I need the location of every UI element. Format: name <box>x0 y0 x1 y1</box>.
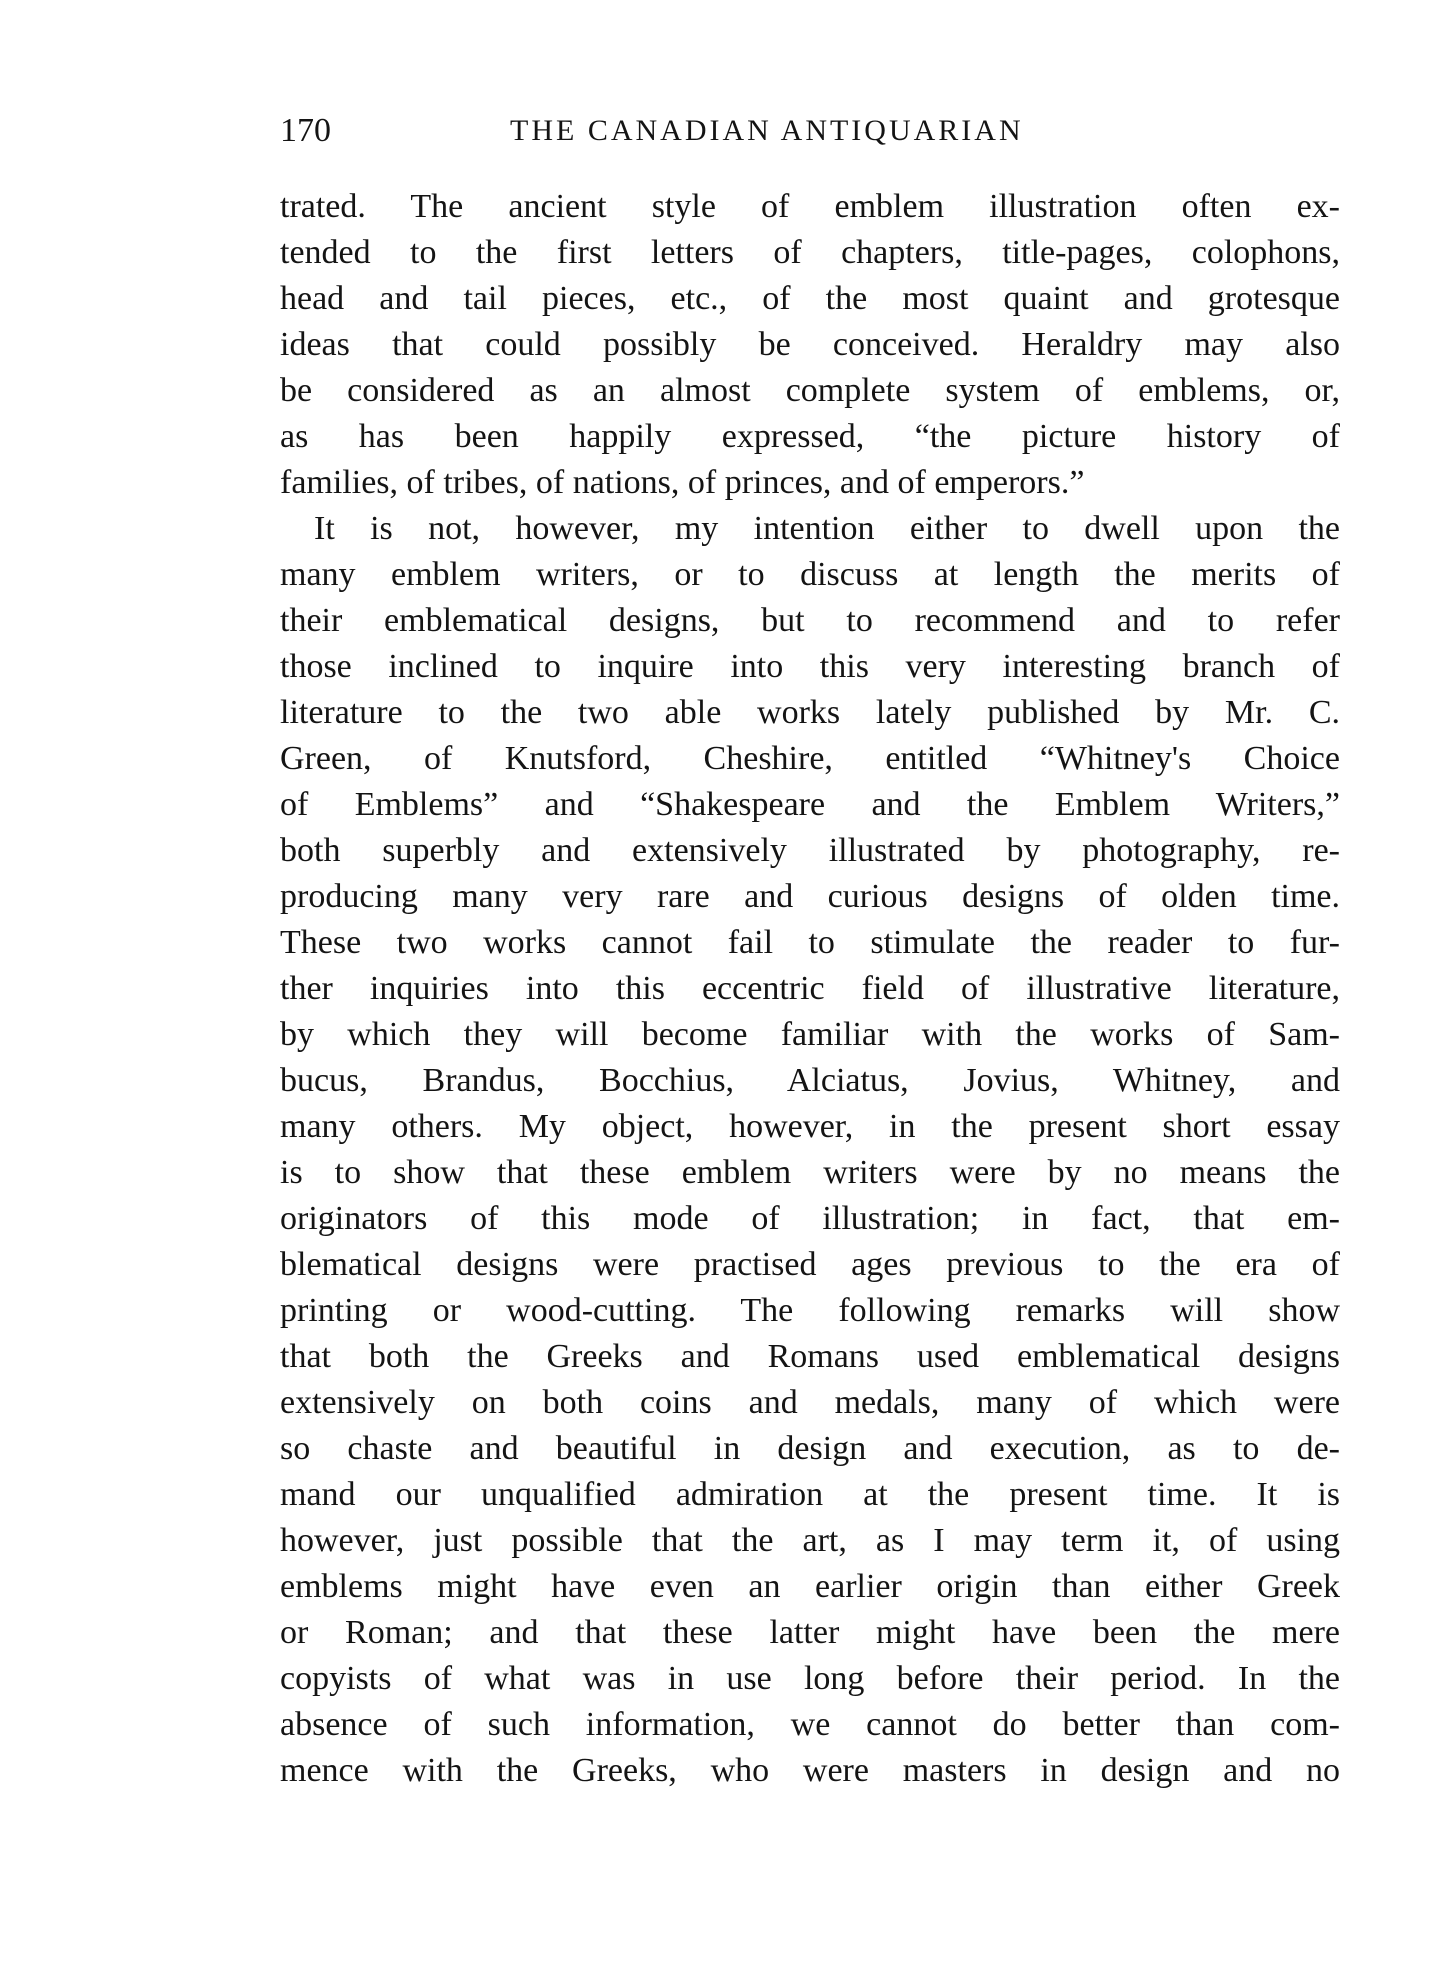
text-line: is to show that these emblem writers were by no means the <box>280 1154 1340 1191</box>
text-line: families, of tribes, of nations, of princes, and of emperors.” <box>280 464 1085 501</box>
text-line: absence of such information, we cannot do better than com- <box>280 1706 1340 1743</box>
text-line: their emblematical designs, but to recommend and to refer <box>280 602 1340 639</box>
text-line: as has been happily expressed, “the picture history of <box>280 418 1340 455</box>
text-line: printing or wood-cutting. The following remarks will show <box>280 1292 1340 1329</box>
text-line: that both the Greeks and Romans used emblematical designs <box>280 1338 1340 1375</box>
page-number: 170 <box>280 112 331 149</box>
text-line: both superbly and extensively illustrated by photography, re- <box>280 832 1340 869</box>
text-line: trated. The ancient style of emblem illustration often ex- <box>280 188 1340 225</box>
text-line: Green, of Knutsford, Cheshire, entitled “Whitney's Choice <box>280 740 1340 777</box>
text-line: those inclined to inquire into this very interesting branch of <box>280 648 1340 685</box>
text-line: emblems might have even an earlier origin than either Greek <box>280 1568 1340 1605</box>
text-line: tended to the first letters of chapters, title-pages, colophons, <box>280 234 1340 271</box>
text-line: so chaste and beautiful in design and execution, as to de- <box>280 1430 1340 1467</box>
text-line: by which they will become familiar with the works of Sam- <box>280 1016 1340 1053</box>
text-line: of Emblems” and “Shakespeare and the Emblem Writers,” <box>280 786 1340 823</box>
text-line: literature to the two able works lately published by Mr. C. <box>280 694 1340 731</box>
text-line: copyists of what was in use long before their period. In the <box>280 1660 1340 1697</box>
text-line: be considered as an almost complete system of emblems, or, <box>280 372 1340 409</box>
text-line: originators of this mode of illustration; in fact, that em- <box>280 1200 1340 1237</box>
text-line: however, just possible that the art, as I may term it, of using <box>280 1522 1340 1559</box>
text-line: producing many very rare and curious designs of olden time. <box>280 878 1340 915</box>
body-text <box>280 184 1340 1794</box>
text-line: bucus, Brandus, Bocchius, Alciatus, Jovius, Whitney, and <box>280 1062 1340 1099</box>
text-line: many emblem writers, or to discuss at length the merits of <box>280 556 1340 593</box>
text-line: It is not, however, my intention either to dwell upon the <box>314 510 1340 547</box>
text-line: blematical designs were practised ages previous to the era of <box>280 1246 1340 1283</box>
text-line: ther inquiries into this eccentric field of illustrative literature, <box>280 970 1340 1007</box>
text-line: head and tail pieces, etc., of the most quaint and grotesque <box>280 280 1340 317</box>
text-line: mence with the Greeks, who were masters in design and no <box>280 1752 1340 1789</box>
text-line: ideas that could possibly be conceived. Heraldry may also <box>280 326 1340 363</box>
running-head <box>280 112 1340 162</box>
running-title: THE CANADIAN ANTIQUARIAN <box>510 114 1024 147</box>
text-line: or Roman; and that these latter might have been the mere <box>280 1614 1340 1651</box>
text-line: These two works cannot fail to stimulate the reader to fur- <box>280 924 1340 961</box>
text-line: many others. My object, however, in the present short essay <box>280 1108 1340 1145</box>
text-line: mand our unqualified admiration at the present time. It is <box>280 1476 1340 1513</box>
text-line: extensively on both coins and medals, many of which were <box>280 1384 1340 1421</box>
